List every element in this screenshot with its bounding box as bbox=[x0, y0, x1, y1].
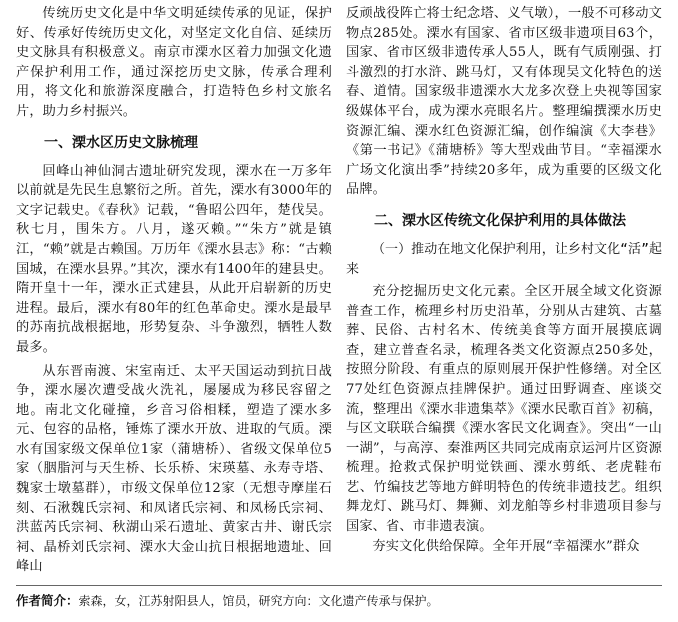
left-column bbox=[16, 4, 332, 577]
section-2-heading: 二、溧水区传统文化保护利用的具体做法 bbox=[374, 212, 626, 229]
section-1-paragraph-1: 回峰山神仙洞古遗址研究发现，溧水在一万多年以前就是先民生息繁衍之所。首先，溧水有3000年的文字记载史。《春秋》记载，“鲁昭公四年，楚伐吴。秋七月，围朱方。八月，遂灭赖。”“朱方”就是镇江，“赖”就是古赖国。万历年《溧水县志》称：“古赖国城，在溧水县界。”其次，溧水有1400年的建县史。隋开皇十一年，溧水正式建县，从此开启崭新的历史进程。最后，溧水有80年的红色革命史。溧水是最早的苏南抗战根据地，形势复杂、斗争激烈，牺牲人数最多。 bbox=[16, 163, 332, 355]
section-1-paragraph-2: 从东晋南渡、宋室南迁、太平天国运动到抗日战争，溧水屡次遭受战火洗礼，屡屡成为移民容留之地。南北文化碰撞，乡音习俗相糅，塑造了溧水多元、包容的品格，锤炼了溧水开放、进取的气质。溧水有国家级文保单位1家（蒲塘桥）、省级文保单位5家（胭脂河与天生桥、长乐桥、宋瑛墓、永寿寺塔、魏家士墩墓群），市级文保单位12家（无想寺摩崖石刻、石湫魏氏宗祠、和凤诸氏宗祠、和凤杨氏宗祠、洪蓝芮氏宗祠、秋湖山采石遗址、黄家古井、谢氏宗祠、晶桥刘氏宗祠、溧水大金山抗日根据地遗址、回峰山 bbox=[16, 363, 332, 575]
intro-paragraph: 传统历史文化是中华文明延续传承的见证，保护好、传承好传统历史文化，对坚定文化自信、延续历史文脉具有积极意义。南京市溧水区着力加强文化遗产保护利用工作，通过深挖历史文脉，传承合理利用，将文化和旅游深度融合，打造特色乡村文旅名片，助力乡村振兴。 bbox=[16, 6, 332, 119]
footnote-text: 索森，女，江苏射阳县人，馆员，研究方向：文化遗产传承与保护。 bbox=[78, 594, 439, 608]
right-column bbox=[346, 4, 662, 556]
section-2-subheading-1: （一）推动在地文化保护利用，让乡村文化“活”起来 bbox=[346, 241, 662, 277]
section-2-paragraph-1: 充分挖掘历史文化元素。全区开展全域文化资源普查工作，梳理乡村历史沿革，分别从古建筑、古墓葬、民俗、古村名木、传统美食等方面开展摸底调查，建立普查名录，梳理各类文化资源点250多处，按照分阶段、有重点的原则展开保护性修缮。对全区77处红色资源点挂牌保护。通过田野调查、座谈交流，整理出《溧水非遗集萃》《溧水民歌百首》初稿，与区文联联合编撰《溧水客民文化调查》。突出“一山一湖”，与高淳、秦淮两区共同完成南京运河片区资源梳理。抢救式保护明觉铁画、溧水剪纸、老虎鞋布艺、竹编技艺等地方鲜明特色的传统非遗技艺。组织舞龙灯、跳马灯、舞狮、刘龙舶等乡村非遗项目参与国家、省、市非遗表演。 bbox=[346, 283, 662, 535]
section-2-paragraph-2: 夯实文化供给保障。全年开展“幸福溧水”群众 bbox=[372, 538, 640, 554]
section-1-paragraph-2-continued: 反顽战役阵亡将士纪念塔、义气墩），一般不可移动文物点285处。溧水有国家、省市区级非遗项目63个，国家、省市区级非遗传承人55人，既有气质刚强、打斗激烈的打水浒、跳马灯，又有体现吴文化特色的送春、道情。国家级非遗溧水大龙多次登上央视等国家级媒体平台，成为溧水亮眼名片。整理编撰溧水历史资源汇编、溧水红色资源汇编，创作编演《大李巷》《第一书记》《蒲塘桥》等大型戏曲节目。“幸福溧水广场文化演出季”持续20多年，成为重要的区级文化品牌。 bbox=[346, 6, 662, 198]
author-footnote bbox=[16, 592, 662, 610]
footnote-divider bbox=[16, 585, 662, 586]
footnote-label: 作者简介： bbox=[16, 593, 79, 608]
section-1-heading: 一、溧水区历史文脉梳理 bbox=[44, 134, 198, 151]
